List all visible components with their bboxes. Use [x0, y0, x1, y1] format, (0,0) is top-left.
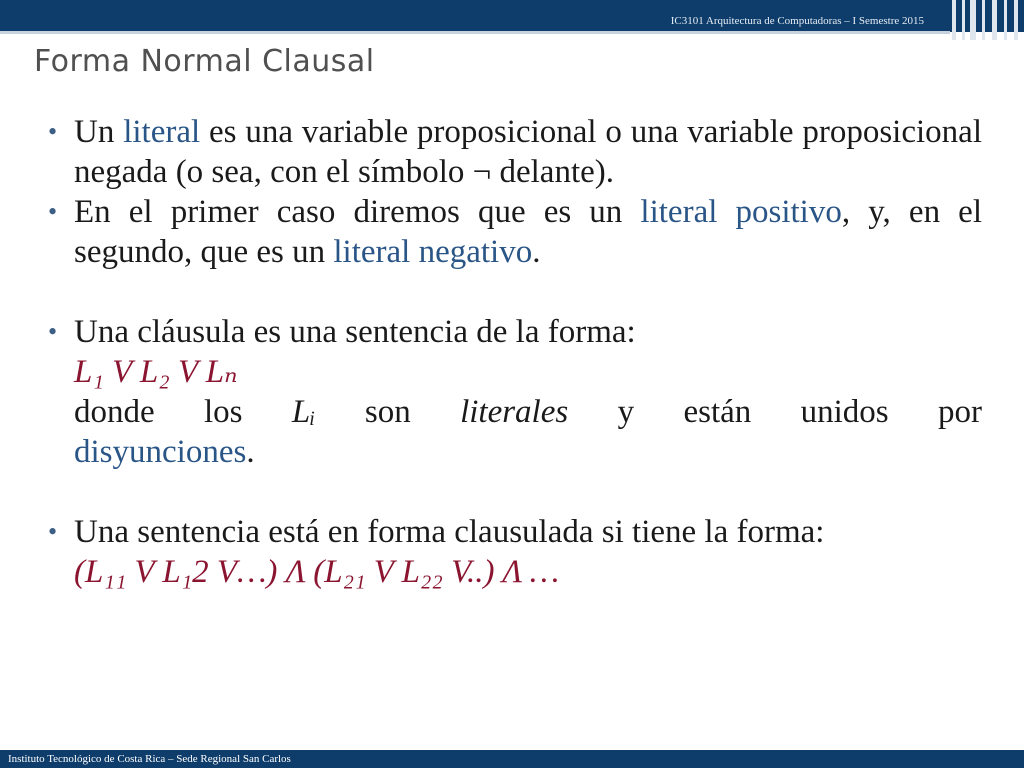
text: es una variable proposicional o una variable proposicional negada (o sea, con el símbolo ¬ delante).: [74, 114, 982, 190]
term-negative-literal: literal negativo: [333, 234, 533, 270]
bullet-literal-definition: [48, 112, 982, 192]
header-bar: [0, 0, 1024, 32]
text: y están unidos por: [568, 394, 982, 430]
text: Un: [74, 114, 124, 150]
clause-explanation: [48, 392, 982, 432]
text: .: [246, 434, 255, 470]
term-positive-literal: literal positivo: [640, 194, 842, 230]
text: donde los: [74, 394, 292, 430]
institution-footer: Instituto Tecnológico de Costa Rica – Sede Regional San Carlos: [8, 753, 291, 765]
slide-body: [48, 112, 982, 592]
slide-title: Forma Normal Clausal: [34, 44, 375, 79]
term-literales: literales: [460, 394, 569, 430]
footer-bar: [0, 750, 1024, 768]
text: .: [532, 234, 541, 270]
text: son: [315, 394, 461, 430]
bullet-literal-types: [48, 192, 982, 272]
decorative-stripes: [944, 0, 1024, 40]
header-divider: [0, 31, 950, 34]
clause-formula: L₁ V L₂ V Lₙ: [74, 354, 238, 390]
symbol-li: Lᵢ: [291, 394, 316, 430]
text: , y, en el segundo, que es un: [74, 194, 982, 270]
clausal-form-formula: (L₁₁ V L₁2 V…) Λ (L₂₁ V L₂₂ V..) Λ …: [74, 554, 560, 590]
course-header: IC3101 Arquitectura de Computadoras – I Semestre 2015: [670, 15, 924, 27]
term-literal: literal: [123, 114, 201, 150]
term-disjunctions: disyunciones: [74, 434, 247, 470]
bullet-clause-definition: • Una cláusula es una sentencia de la forma:: [48, 312, 982, 352]
text: En el primer caso diremos que es un: [74, 194, 641, 230]
clause-explanation-end: [48, 432, 982, 472]
bullet-clausal-form: • Una sentencia está en forma clausulada si tiene la forma:: [48, 512, 982, 552]
